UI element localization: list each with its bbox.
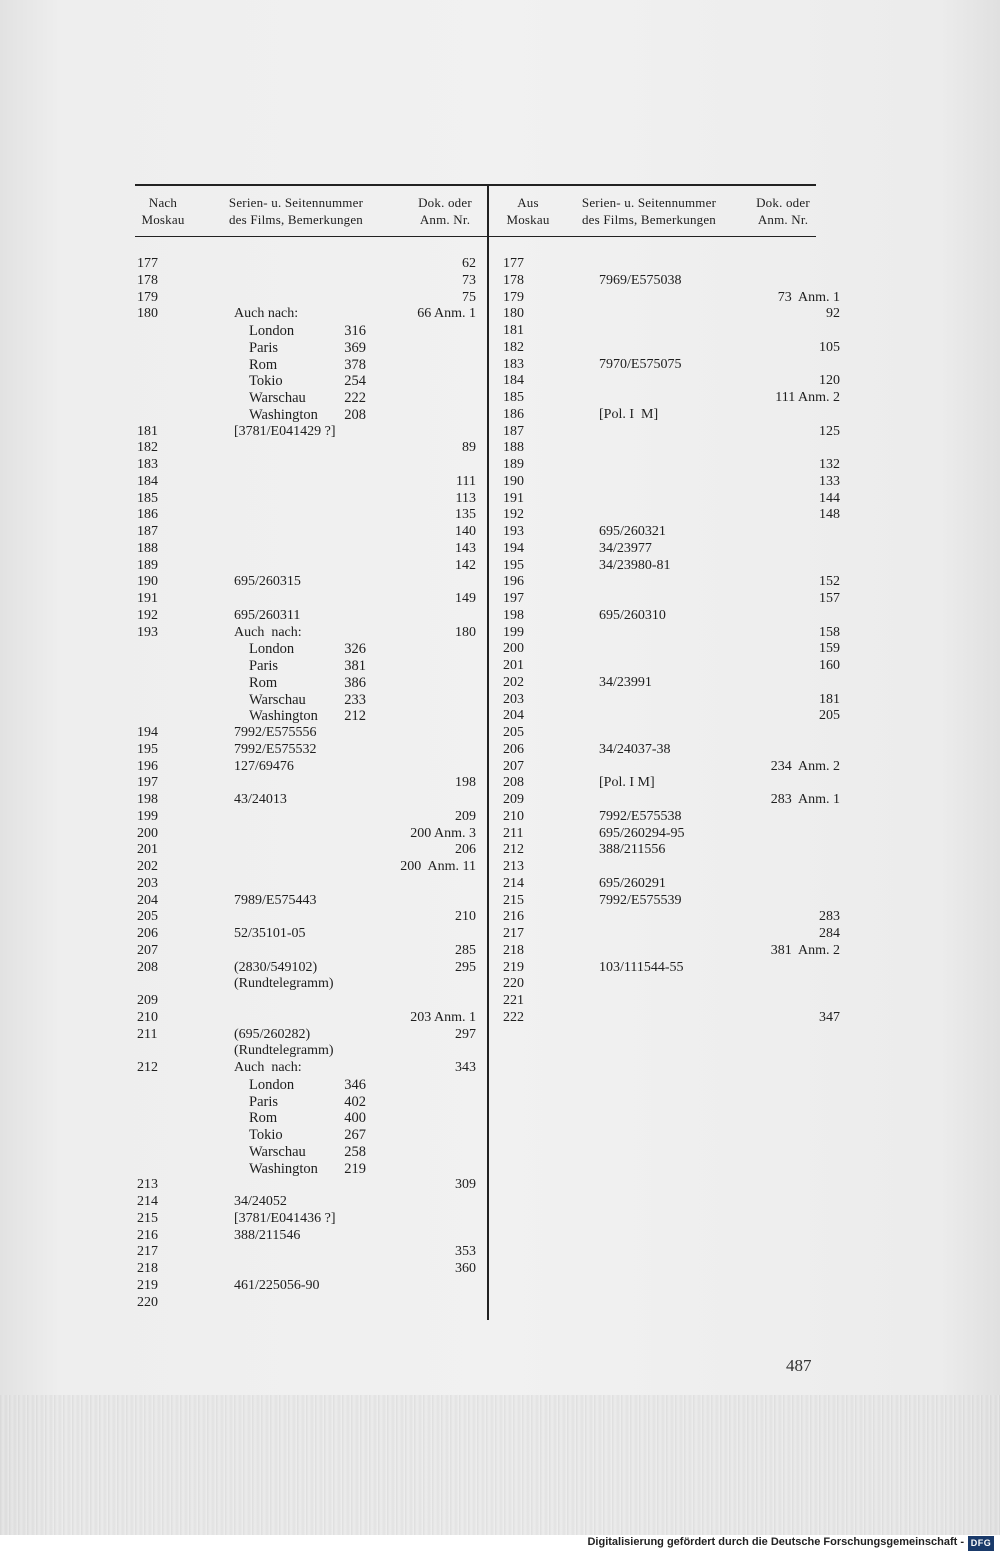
left-film-reference: Auch nach:: [234, 1060, 302, 1075]
left-row-number: 184: [137, 473, 158, 489]
scan-artifact-band: [0, 1395, 1000, 1535]
right-row-number: 187: [503, 423, 524, 439]
left-doc-number: 203 Anm. 1: [410, 1009, 476, 1025]
left-row-number: 179: [137, 289, 158, 305]
right-row-number: 186: [503, 406, 524, 422]
left-film-reference: 127/69476: [234, 758, 294, 774]
destination-doc-number: 219: [344, 1160, 366, 1177]
right-film-reference: 7992/E575539: [599, 892, 682, 908]
left-film-reference: 7992/E575532: [234, 741, 317, 757]
left-row-number: 197: [137, 775, 158, 791]
left-row-number: 219: [137, 1277, 158, 1293]
digitization-credit: Digitalisierung gefördert durch die Deutsche Forschungsgemeinschaft -: [587, 1536, 964, 1548]
header-right-col2-line2: des Films, Bemerkungen: [581, 212, 717, 227]
right-row-number: 208: [503, 775, 524, 791]
right-row-number: 193: [503, 524, 524, 539]
right-row-number: 206: [503, 741, 524, 757]
header-left-col3-line1: Dok. oder: [418, 195, 472, 210]
left-row-number: 186: [137, 507, 158, 523]
left-row-number: 207: [137, 942, 158, 958]
left-row-number: 209: [137, 993, 158, 1008]
left-row-number: 178: [137, 272, 158, 288]
left-doc-number: 89: [462, 440, 476, 456]
destination-doc-number: 386: [344, 674, 366, 691]
dfg-logo: DFG: [968, 1536, 994, 1551]
destination-doc-number: 326: [344, 641, 366, 658]
left-row-number: 204: [137, 892, 158, 908]
right-film-reference: 34/23977: [599, 540, 652, 556]
table-top-rule: [135, 184, 816, 186]
left-film-reference: [3781/E041436 ?]: [234, 1210, 336, 1226]
destination-city: Washington: [249, 708, 318, 725]
header-left-col1-line1: Nach: [148, 195, 178, 210]
left-doc-number: 113: [455, 490, 476, 506]
right-doc-number: 157: [819, 591, 840, 606]
header-left-col3-line2: Anm. Nr.: [419, 212, 471, 227]
right-row-number: 179: [503, 289, 524, 305]
left-row-number: 205: [137, 909, 158, 925]
destination-doc-number: 346: [344, 1076, 366, 1093]
left-doc-number: 140: [455, 524, 476, 539]
left-doc-number: 200 Anm. 3: [410, 825, 476, 841]
right-doc-number: 234 Anm. 2: [770, 758, 840, 774]
right-doc-number: 205: [819, 708, 840, 724]
right-film-reference: 7969/E575038: [599, 272, 682, 288]
left-row-number: 203: [137, 875, 158, 891]
right-row-number: 207: [503, 758, 524, 774]
left-row-number: 213: [137, 1177, 158, 1193]
header-left-col2-line2: des Films, Bemerkungen: [228, 212, 364, 227]
header-right-col1-line2: Moskau: [506, 212, 550, 227]
destination-doc-number: 402: [344, 1093, 366, 1110]
column-divider: [487, 186, 489, 1320]
right-row-number: 209: [503, 792, 524, 807]
left-row-number: 192: [137, 607, 158, 623]
right-row-number: 192: [503, 507, 524, 523]
left-film-reference: (695/260282): [234, 1026, 311, 1042]
left-doc-number: 111: [456, 473, 476, 489]
left-doc-number: 142: [455, 557, 476, 573]
right-doc-number: 159: [819, 641, 840, 657]
right-row-number: 189: [503, 457, 524, 472]
right-row-number: 214: [503, 875, 524, 891]
right-row-number: 204: [503, 708, 524, 724]
destination-city: Tokio: [249, 373, 283, 390]
header-left-col1-line2: Moskau: [141, 212, 185, 227]
right-film-reference: [Pol. I M]: [599, 406, 659, 422]
right-row-number: 188: [503, 440, 524, 456]
right-row-number: 218: [503, 942, 524, 958]
left-row-number: 191: [137, 591, 158, 606]
right-doc-number: 381 Anm. 2: [770, 942, 840, 958]
destination-doc-number: 400: [344, 1110, 366, 1127]
right-film-reference: 34/23980-81: [599, 557, 671, 573]
right-row-number: 196: [503, 574, 524, 590]
right-doc-number: 283 Anm. 1: [770, 792, 840, 807]
right-row-number: 203: [503, 691, 524, 707]
right-film-reference: 7992/E575538: [599, 808, 682, 824]
right-doc-number: 152: [819, 574, 840, 590]
left-film-reference: 7992/E575556: [234, 725, 317, 740]
left-film-reference: 52/35101-05: [234, 926, 306, 941]
right-row-number: 180: [503, 306, 524, 322]
right-film-reference: 695/260321: [599, 524, 666, 539]
left-row-number: 180: [137, 306, 158, 322]
right-row-number: 195: [503, 557, 524, 573]
right-doc-number: 92: [826, 306, 840, 322]
header-bottom-rule: [135, 236, 816, 237]
right-row-number: 200: [503, 641, 524, 657]
right-row-number: 216: [503, 909, 524, 925]
destination-city: Warschau: [249, 390, 306, 406]
left-row-number: 189: [137, 557, 158, 573]
left-row-number: 190: [137, 574, 158, 590]
left-row-number: 181: [137, 423, 158, 439]
left-row-number: 193: [137, 624, 158, 640]
left-doc-number: 360: [455, 1261, 476, 1276]
left-film-reference: Auch nach:: [234, 306, 299, 322]
left-doc-number: 75: [462, 289, 476, 305]
right-row-number: 215: [503, 892, 524, 908]
right-row-number: 217: [503, 926, 524, 941]
destination-doc-number: 222: [344, 390, 366, 406]
right-row-number: 202: [503, 674, 524, 690]
left-row-number: 187: [137, 524, 158, 539]
right-doc-number: 284: [819, 926, 840, 941]
right-row-number: 184: [503, 373, 524, 389]
left-doc-number: 200 Anm. 11: [400, 859, 476, 874]
left-row-number: 183: [137, 457, 158, 472]
destination-city: Paris: [249, 1093, 278, 1110]
right-doc-number: 120: [819, 373, 840, 389]
left-doc-number: 309: [455, 1177, 476, 1193]
right-row-number: 194: [503, 540, 524, 556]
left-row-number: 220: [137, 1294, 158, 1310]
destination-city: London: [249, 1076, 295, 1093]
destination-city: Paris: [249, 658, 278, 674]
right-doc-number: 133: [819, 473, 840, 489]
left-film-reference: 43/24013: [234, 792, 287, 807]
left-film-reference: (Rundtelegramm): [234, 1043, 334, 1059]
header-right-col3-line2: Anm. Nr.: [757, 212, 809, 227]
left-film-reference: 388/211546: [234, 1227, 301, 1243]
right-film-reference: 695/260294-95: [599, 825, 685, 841]
right-row-number: 212: [503, 842, 524, 858]
left-doc-number: 198: [455, 775, 476, 791]
left-doc-number: 66 Anm. 1: [417, 306, 476, 322]
right-row-number: 182: [503, 339, 524, 355]
left-row-number: 185: [137, 490, 158, 506]
left-film-reference: 7989/E575443: [234, 892, 317, 908]
left-doc-number: 343: [455, 1060, 476, 1075]
right-row-number: 177: [503, 256, 524, 271]
left-doc-number: 206: [455, 842, 476, 858]
right-row-number: 220: [503, 976, 524, 992]
right-doc-number: 160: [819, 658, 840, 673]
right-doc-number: 347: [819, 1009, 840, 1025]
right-doc-number: 105: [819, 339, 840, 355]
right-film-reference: 34/24037-38: [599, 741, 671, 757]
left-doc-number: 180: [455, 624, 476, 640]
left-doc-number: 135: [455, 507, 476, 523]
left-film-reference: 461/225056-90: [234, 1277, 320, 1293]
left-doc-number: 143: [455, 540, 476, 556]
left-film-reference: [3781/E041429 ?]: [234, 423, 336, 439]
destination-city: Rom: [249, 674, 278, 691]
destination-doc-number: 316: [344, 323, 366, 339]
right-film-reference: 388/211556: [599, 842, 666, 858]
destination-city: Warschau: [249, 1143, 306, 1160]
left-doc-number: 73: [462, 272, 476, 288]
left-film-reference: 695/260315: [234, 574, 301, 590]
destination-doc-number: 267: [344, 1127, 366, 1143]
right-row-number: 199: [503, 624, 524, 640]
right-doc-number: 73 Anm. 1: [777, 289, 840, 305]
header-right-col1-line1: Aus: [517, 195, 539, 210]
right-row-number: 183: [503, 356, 524, 372]
right-film-reference: 695/260310: [599, 607, 666, 623]
right-row-number: 198: [503, 607, 524, 623]
right-row-number: 197: [503, 591, 524, 606]
destination-doc-number: 233: [344, 691, 366, 708]
left-film-reference: Auch nach:: [234, 624, 302, 640]
left-doc-number: 295: [455, 959, 476, 975]
left-row-number: 177: [137, 256, 158, 271]
destination-city: Washington: [249, 1160, 318, 1177]
destination-city: Tokio: [249, 1127, 283, 1143]
destination-doc-number: 258: [344, 1143, 366, 1160]
destination-city: London: [249, 641, 295, 658]
right-film-reference: [Pol. I M]: [599, 775, 655, 791]
destination-city: London: [249, 323, 295, 339]
left-row-number: 201: [137, 842, 158, 858]
left-row-number: 202: [137, 859, 158, 874]
left-doc-number: 62: [462, 256, 476, 271]
destination-doc-number: 369: [344, 339, 366, 356]
left-row-number: 200: [137, 825, 158, 841]
right-row-number: 181: [503, 323, 524, 338]
right-doc-number: 148: [819, 507, 840, 523]
left-row-number: 216: [137, 1227, 158, 1243]
left-doc-number: 209: [455, 808, 476, 824]
left-doc-number: 297: [455, 1026, 476, 1042]
right-row-number: 191: [503, 490, 524, 506]
right-film-reference: 7970/E575075: [599, 356, 682, 372]
left-row-number: 218: [137, 1261, 158, 1276]
right-doc-number: 132: [819, 457, 840, 472]
destination-doc-number: 212: [344, 708, 366, 725]
left-film-reference: (Rundtelegramm): [234, 976, 334, 992]
right-doc-number: 158: [819, 624, 840, 640]
left-doc-number: 210: [455, 909, 476, 925]
left-row-number: 182: [137, 440, 158, 456]
left-doc-number: 353: [455, 1244, 476, 1260]
right-row-number: 201: [503, 658, 524, 673]
left-row-number: 195: [137, 741, 158, 757]
left-row-number: 196: [137, 758, 158, 774]
right-row-number: 178: [503, 272, 524, 288]
left-row-number: 199: [137, 808, 158, 824]
left-row-number: 208: [137, 959, 158, 975]
right-row-number: 219: [503, 959, 524, 975]
left-row-number: 215: [137, 1210, 158, 1226]
right-row-number: 185: [503, 390, 524, 405]
right-row-number: 213: [503, 859, 524, 874]
right-row-number: 210: [503, 808, 524, 824]
left-row-number: 188: [137, 540, 158, 556]
right-row-number: 205: [503, 725, 524, 740]
left-row-number: 194: [137, 725, 158, 740]
destination-doc-number: 378: [344, 356, 366, 373]
header-right-col3-line1: Dok. oder: [756, 195, 810, 210]
left-row-number: 211: [137, 1026, 158, 1042]
left-row-number: 217: [137, 1244, 158, 1260]
right-row-number: 190: [503, 473, 524, 489]
destination-city: Paris: [249, 339, 278, 356]
destination-doc-number: 208: [344, 406, 366, 423]
left-film-reference: 695/260311: [234, 607, 301, 623]
right-doc-number: 181: [819, 691, 840, 707]
right-doc-number: 111 Anm. 2: [775, 390, 840, 405]
right-film-reference: 103/111544-55: [599, 959, 684, 975]
destination-city: Warschau: [249, 691, 306, 708]
right-row-number: 221: [503, 993, 524, 1008]
left-film-reference: (2830/549102): [234, 959, 318, 975]
destination-doc-number: 381: [344, 658, 366, 674]
right-row-number: 222: [503, 1009, 524, 1025]
right-doc-number: 144: [819, 490, 840, 506]
destination-city: Rom: [249, 1110, 278, 1127]
left-doc-number: 149: [455, 591, 476, 606]
left-row-number: 198: [137, 792, 158, 807]
right-row-number: 211: [503, 825, 524, 841]
destination-doc-number: 254: [344, 373, 366, 390]
page-number: 487: [786, 1356, 812, 1375]
left-row-number: 214: [137, 1194, 158, 1209]
right-doc-number: 125: [819, 423, 840, 439]
left-row-number: 210: [137, 1009, 158, 1025]
header-left-col2-line1: Serien- u. Seitennummer: [228, 195, 364, 210]
right-film-reference: 34/23991: [599, 674, 652, 690]
destination-city: Rom: [249, 356, 278, 373]
right-film-reference: 695/260291: [599, 875, 666, 891]
destination-city: Washington: [249, 406, 318, 423]
left-row-number: 212: [137, 1060, 158, 1075]
right-doc-number: 283: [819, 909, 840, 925]
left-row-number: 206: [137, 926, 158, 941]
left-film-reference: 34/24052: [234, 1194, 287, 1209]
left-doc-number: 285: [455, 942, 476, 958]
header-right-col2-line1: Serien- u. Seitennummer: [581, 195, 717, 210]
